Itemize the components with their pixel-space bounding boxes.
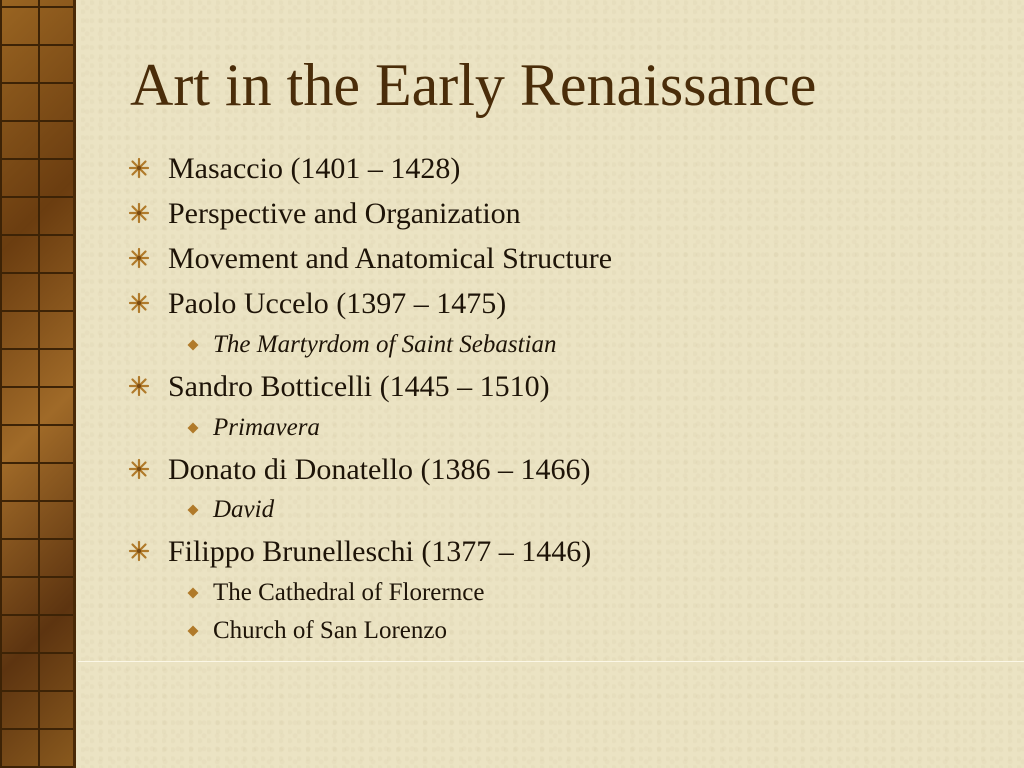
- starburst-bullet-icon: [128, 458, 150, 480]
- slide-title: Art in the Early Renaissance: [130, 52, 817, 118]
- list-subitem-text: The Cathedral of Florernce: [213, 579, 485, 606]
- starburst-bullet-icon: [128, 375, 150, 397]
- footer-divider: [78, 661, 1024, 662]
- list-item: [168, 199, 521, 229]
- list-subitem: [213, 497, 274, 522]
- list-subitem: [213, 415, 320, 440]
- list-item-text: Donato di Donatello (1386 – 1466): [168, 453, 591, 486]
- list-subitem: [213, 332, 557, 357]
- list-item-text: Masaccio (1401 – 1428): [168, 152, 461, 185]
- list-item-text: Paolo Uccelo (1397 – 1475): [168, 287, 507, 320]
- list-item-text: Perspective and Organization: [168, 197, 521, 230]
- starburst-bullet-icon: [128, 292, 150, 314]
- starburst-bullet-icon: [128, 157, 150, 179]
- diamond-bullet-icon: [187, 587, 199, 599]
- list-subitem-text: The Martyrdom of Saint Sebastian: [213, 331, 557, 358]
- diamond-bullet-icon: [187, 625, 199, 637]
- diamond-bullet-icon: [187, 504, 199, 516]
- diamond-bullet-icon: [187, 339, 199, 351]
- list-subitem-text: David: [213, 496, 275, 523]
- list-subitem-text: Church of San Lorenzo: [213, 617, 447, 644]
- list-item: [168, 154, 460, 184]
- list-item: [168, 455, 590, 485]
- starburst-bullet-icon: [128, 202, 150, 224]
- list-item: [168, 537, 591, 567]
- list-item: [168, 372, 550, 402]
- list-subitem: [213, 618, 447, 643]
- list-item-text: Sandro Botticelli (1445 – 1510): [168, 370, 550, 403]
- starburst-bullet-icon: [128, 540, 150, 562]
- list-item-text: Movement and Anatomical Structure: [168, 242, 613, 275]
- list-subitem: [213, 580, 484, 605]
- list-item: [168, 244, 612, 274]
- list-item-text: Filippo Brunelleschi (1377 – 1446): [168, 535, 592, 568]
- starburst-bullet-icon: [128, 247, 150, 269]
- list-item: [168, 289, 506, 319]
- diamond-bullet-icon: [187, 422, 199, 434]
- list-subitem-text: Primavera: [213, 414, 320, 441]
